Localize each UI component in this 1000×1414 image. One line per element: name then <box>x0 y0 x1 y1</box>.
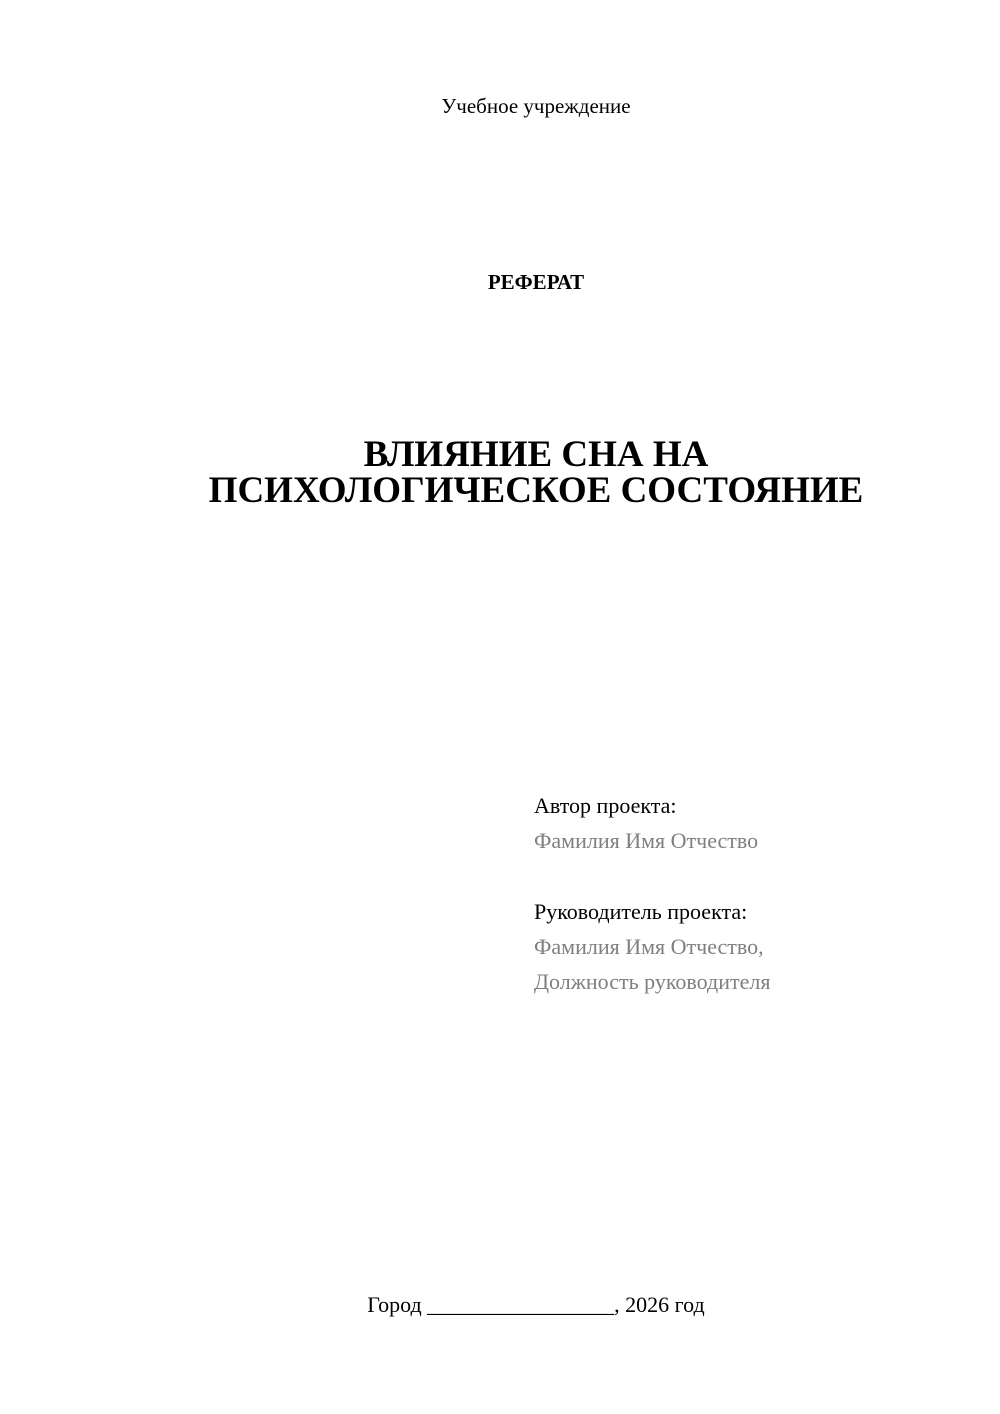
institution-name: Учебное учреждение <box>441 94 631 118</box>
author-name: Фамилия Имя Отчество <box>534 828 759 853</box>
supervisor-label: Руководитель проекта: <box>534 899 748 924</box>
meta-spacer <box>534 858 974 894</box>
project-info <box>534 788 974 999</box>
document-type: РЕФЕРАТ <box>487 270 585 294</box>
supervisor-name: Фамилия Имя Отчество, <box>534 934 764 959</box>
city-year-footer: Город _________________, 2026 год <box>367 1292 705 1317</box>
supervisor-position: Должность руководителя <box>534 969 771 994</box>
document-title <box>150 434 922 511</box>
author-label: Автор проекта: <box>534 793 677 818</box>
title-line-1: ВЛИЯНИЕ СНА НА <box>363 434 709 475</box>
title-line-2: ПСИХОЛОГИЧЕСКОЕ СОСТОЯНИЕ <box>208 470 864 511</box>
